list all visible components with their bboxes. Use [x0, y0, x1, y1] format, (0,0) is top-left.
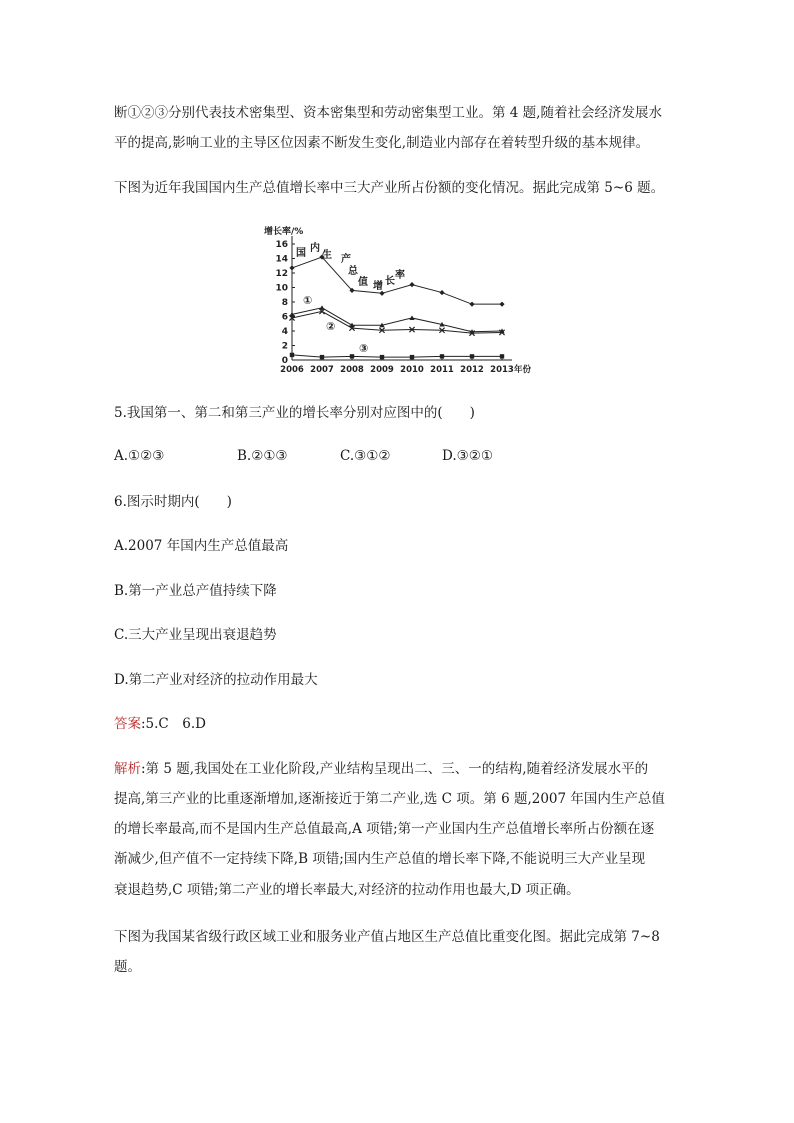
- y-axis-label: 增长率/%: [264, 227, 304, 237]
- data-point: [500, 354, 504, 358]
- data-point: [350, 354, 354, 358]
- y-tick-label: 0: [281, 356, 288, 366]
- data-point: [410, 355, 414, 359]
- answer-line: [114, 714, 206, 734]
- q6-option-c: C.三大产业呈现出衰退趋势: [114, 627, 277, 643]
- q6-option-b: B.第一产业总产值持续下降: [114, 583, 277, 599]
- y-tick-label: 14: [275, 254, 288, 265]
- gdp-label-char: 增: [373, 281, 383, 292]
- gdp-label-char: 值: [358, 277, 368, 288]
- next-prompt-line-1: 下图为我国某省级行政区域工业和服务业产值占地区生产总值比重变化图。据此完成第 7~8: [114, 929, 660, 945]
- y-tick-label: 12: [275, 269, 288, 279]
- q6-option-a: A.2007 年国内生产总值最高: [114, 538, 289, 554]
- y-tick-label: 2: [281, 341, 288, 352]
- data-point: [380, 355, 384, 359]
- answer-text: :5.C 6.D: [141, 716, 206, 732]
- series-line: [292, 311, 502, 333]
- gdp-label-char: 总: [348, 266, 358, 277]
- series-3: [290, 353, 504, 360]
- series-line: [292, 308, 502, 332]
- data-point: [409, 282, 414, 287]
- data-point: [320, 355, 324, 359]
- x-tick-label: 2013: [490, 365, 514, 375]
- data-point: [440, 354, 444, 358]
- x-tick-label: 2010: [400, 365, 424, 375]
- intro-line-2: 平的提高,影响工业的主导区位因素不断发生变化,制造业内部存在着转型升级的基本规律。: [114, 135, 650, 151]
- gdp-label-char: 长: [385, 276, 395, 287]
- series-marker-label: ①: [303, 294, 313, 307]
- gdp-label-char: 率: [395, 270, 405, 281]
- q5-option-d: D.③②①: [442, 448, 493, 464]
- gdp-label-char: 内: [310, 243, 320, 254]
- analysis-line-1: [114, 759, 648, 779]
- question-5-stem: 5.我国第一、第二和第三产业的增长率分别对应图中的( ): [114, 405, 475, 421]
- next-prompt-line-2: 题。: [114, 959, 141, 975]
- x-tick-label: 2007: [310, 365, 334, 375]
- answer-label: 答案: [114, 716, 141, 732]
- q5-option-c: C.③①②: [340, 448, 391, 464]
- x-tick-label: 2008: [340, 365, 364, 375]
- x-tick-label: 2011: [430, 365, 454, 375]
- analysis-line-5: 衰退趋势,C 项错;第二产业的增长率最大,对经济的拉动作用也最大,D 项正确。: [114, 882, 580, 898]
- y-tick-label: 6: [281, 312, 288, 323]
- q5-option-b: B.②①③: [237, 448, 288, 464]
- series-marker-label: ③: [359, 342, 369, 355]
- data-point: [439, 290, 444, 295]
- intro-line-1: 断①②③分别代表技术密集型、资本密集型和劳动密集型工业。第 4 题,随着社会经济发展水: [114, 105, 662, 121]
- question-6-stem: 6.图示时期内( ): [114, 494, 232, 510]
- analysis-line-4: 渐减少,但产值不一定持续下降,B 项错;国内生产总值的增长率下降,不能说明三大产业呈现: [114, 851, 646, 867]
- x-tick-label: 2006: [280, 365, 304, 375]
- analysis-text-1: :第 5 题,我国处在工业化阶段,产业结构呈现出二、三、一的结构,随着经济发展水平的: [141, 761, 649, 777]
- gdp-label-char: 产: [341, 254, 351, 265]
- gdp-label-char: 生: [322, 250, 332, 261]
- x-axis-label: 年份: [514, 365, 532, 375]
- data-point: [409, 315, 414, 320]
- chart-svg: [262, 222, 542, 382]
- data-point: [499, 302, 504, 307]
- data-point: [470, 354, 474, 358]
- analysis-line-2: 提高,第三产业的比重逐渐增加,逐渐接近于第二产业,选 C 项。第 6 题,2007 年国内生产总值: [114, 791, 665, 807]
- chart-prompt: 下图为近年我国国内生产总值增长率中三大产业所占份额的变化情况。据此完成第 5~6 题。: [114, 180, 665, 196]
- y-tick-label: 8: [281, 298, 288, 308]
- analysis-line-3: 的增长率最高,而不是国内生产总值最高,A 项错;第一产业国内生产总值增长率所占份额在逐: [114, 821, 655, 837]
- q6-option-d: D.第二产业对经济的拉动作用最大: [114, 672, 318, 688]
- series-marker-label: ②: [326, 320, 336, 333]
- data-point: [290, 353, 294, 357]
- analysis-label: 解析: [114, 761, 141, 777]
- y-tick-label: 16: [275, 240, 288, 250]
- q5-option-a: A.①②③: [114, 448, 165, 464]
- y-tick-label: 4: [281, 327, 288, 337]
- y-tick-label: 10: [275, 283, 288, 294]
- x-tick-label: 2009: [370, 365, 394, 375]
- data-point: [289, 265, 294, 270]
- gdp-label-char: 国: [296, 248, 306, 259]
- growth-rate-chart: [262, 222, 542, 382]
- chart-labels: [296, 241, 405, 355]
- x-tick-label: 2012: [460, 365, 484, 375]
- data-point: [469, 302, 474, 307]
